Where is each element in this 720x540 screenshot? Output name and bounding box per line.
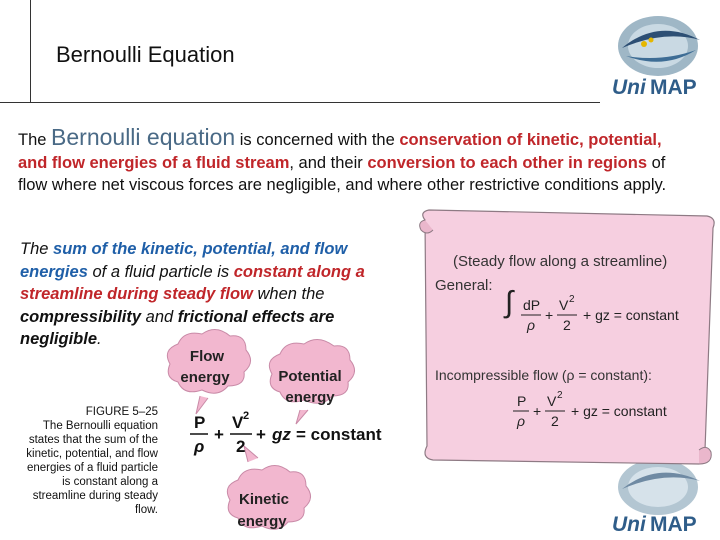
cloud-label: Potential <box>278 368 342 385</box>
logo-globe-inner <box>628 467 688 507</box>
eq-gz: gz <box>272 425 291 444</box>
potential-energy-cloud <box>269 339 354 406</box>
eq-P: P <box>194 413 206 432</box>
svg-text:ρ: ρ <box>517 413 526 429</box>
eq-square: 2 <box>243 410 250 422</box>
statement-bold: frictional effects are negligible <box>20 307 335 348</box>
statement-text: when the <box>257 285 325 303</box>
svg-text:+ gz = constant: + gz = constant <box>571 403 667 419</box>
logo-text-uni: Uni <box>612 76 646 99</box>
figure-caption <box>18 405 158 517</box>
incompressible-label: Incompressible flow (ρ = constant): <box>435 367 652 383</box>
statement-text: The <box>20 240 49 258</box>
svg-text:P: P <box>517 393 527 409</box>
cloud-label: Flow <box>189 348 225 365</box>
caption-title: FIGURE 5–25 <box>85 406 158 418</box>
logo-dot <box>649 38 654 43</box>
eq-plus: + <box>214 425 224 444</box>
intro-text: is concerned with the <box>239 131 395 149</box>
intro-text: of flow where net viscous forces are negligible, and where other restrictive conditions apply. <box>18 153 667 194</box>
kinetic-cloud-pointer <box>244 446 258 462</box>
panel-heading: (Steady flow along a streamline) <box>453 253 668 270</box>
svg-text:ρ: ρ <box>527 317 536 333</box>
unimap-logo <box>604 8 712 100</box>
kinetic-energy-cloud <box>227 465 310 530</box>
cloud-label: energy <box>237 513 287 530</box>
eq-V: V <box>232 413 244 432</box>
svg-text:V: V <box>559 297 569 313</box>
svg-text:+ gz = constant: + gz = constant <box>583 307 679 323</box>
general-label: General: <box>435 277 493 294</box>
intro-text: The <box>18 131 47 149</box>
flow-energy-cloud <box>167 329 250 393</box>
statement-text: of a fluid particle is <box>92 262 230 281</box>
potential-cloud-pointer <box>296 410 308 424</box>
svg-text:+: + <box>545 307 554 323</box>
logo-dot <box>641 41 647 47</box>
svg-text:∫: ∫ <box>505 286 514 319</box>
statement-text: and <box>145 307 174 326</box>
flow-cloud-pointer <box>196 396 208 414</box>
statement-bold: compressibility <box>20 307 142 326</box>
svg-text:2: 2 <box>569 294 575 305</box>
logo-text-map: MAP <box>650 76 697 99</box>
intro-paragraph <box>18 126 678 197</box>
svg-text:+: + <box>533 403 542 419</box>
eq-two: 2 <box>236 437 246 456</box>
caption-text: The Bernoulli equation states that the sum of the kinetic, potential, and flow energies of a fluid particle is constant along a streamline during steady flow. <box>26 420 158 516</box>
logo-text-map: MAP <box>650 513 697 536</box>
cloud-label: energy <box>285 389 335 406</box>
intro-emphasis: conversion to each other in regions <box>367 153 648 172</box>
svg-text:2: 2 <box>563 317 571 333</box>
statement-emphasis: sum of the kinetic, potential, and flow energies <box>20 240 348 281</box>
bernoulli-equation-panel <box>415 208 719 470</box>
svg-text:2: 2 <box>557 390 563 401</box>
intro-term: Bernoulli equation <box>51 124 236 150</box>
header-horizontal-rule <box>0 102 600 103</box>
eq-plus: + <box>256 425 266 444</box>
eq-rho: ρ <box>194 437 205 456</box>
page-title: Bernoulli Equation <box>56 42 235 67</box>
intro-text: , and their <box>289 153 363 172</box>
eq-constant: = constant <box>296 425 382 444</box>
bernoulli-energy-figure <box>160 328 400 540</box>
svg-text:2: 2 <box>551 413 559 429</box>
scroll-curl <box>699 447 711 464</box>
header-vertical-rule <box>30 0 31 102</box>
svg-text:dP: dP <box>523 297 541 313</box>
intro-emphasis: conservation of kinetic, potential, and flow energies of a fluid stream <box>18 131 662 172</box>
cloud-label: Kinetic <box>238 491 290 508</box>
statement-emphasis: constant along a streamline during steady flow <box>20 262 365 303</box>
logo-text-uni: Uni <box>612 513 646 536</box>
svg-text:V: V <box>547 393 557 409</box>
bernoulli-equation <box>190 410 382 456</box>
cloud-label: energy <box>180 369 230 386</box>
statement-text: . <box>97 330 102 348</box>
